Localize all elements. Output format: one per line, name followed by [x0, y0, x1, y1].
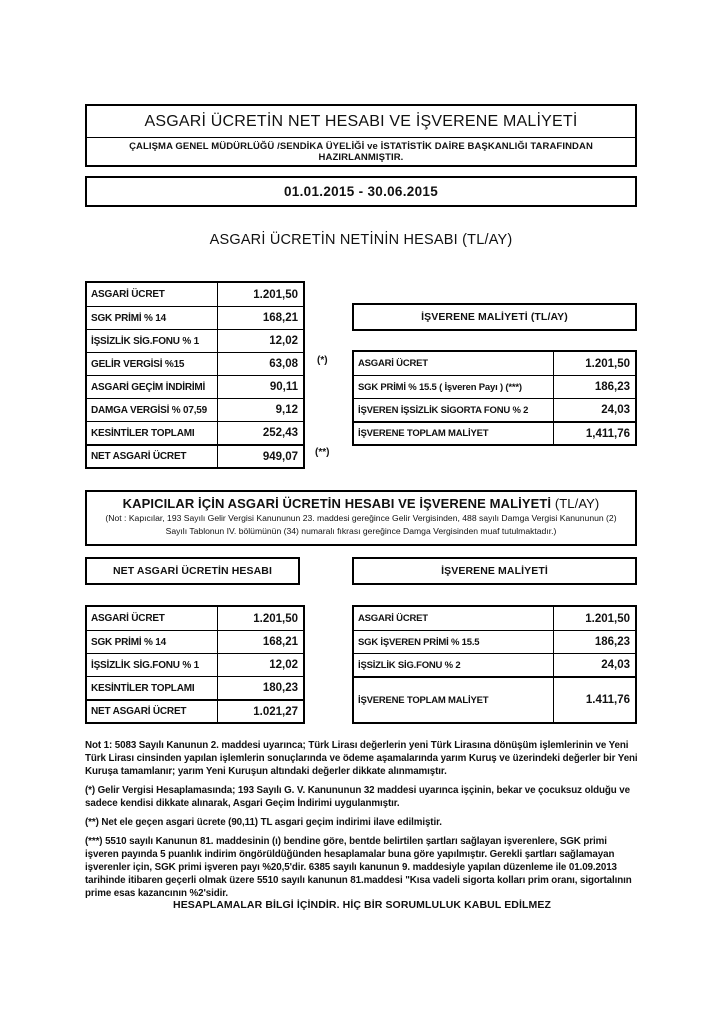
footnote: Not 1: 5083 Sayılı Kanunun 2. maddesi uyarınca; Türk Lirası değerlerin yeni Türk Lirasına dönüşüm işlemlerinin ve Yeni Türk Lirası cinsinden yapılan işlemlerin sonuçlarında ve ödeme aşamalarında yarım Kuruş ve üzerindeki değerler bir Yeni Kuruşa tamamlanır; yarım Yeni Kuruşun altındaki değerler dikkate alınmamıştır. [85, 740, 638, 777]
row-value: 186,23 [594, 636, 630, 648]
row-value: 949,07 [262, 450, 298, 463]
row-label: SGK İŞVEREN PRİMİ % 15.5 [354, 631, 554, 653]
row-label: İŞVERENE TOPLAM MALİYET [354, 423, 554, 444]
kapicilar-note-line2: Sayılı Tablonun IV. bölümünün (34) numaralı fıkrası gereğince Damga Vergisinden muaf tutulmaktadır.) [165, 526, 557, 536]
footnote: (**) Net ele geçen asgari ücrete (90,11) TL asgari geçim indirimi ilave edilmiştir. [85, 817, 442, 828]
period-box: 01.01.2015 - 30.06.2015 [85, 176, 637, 207]
row-label: ASGARİ ÜCRET [354, 352, 554, 375]
table-row [87, 352, 303, 375]
footnote: (***) 5510 sayılı Kanunun 81. maddesinin (ı) bendine göre, bentde belirtilen şartları sağlayan işverenlere, SGK primi işveren payında 5 puanlık indirim öngörüldüğünden hesaplamalar buna göre yapılmıştır. Gerekli şartları sağlamayan işverenler için, SGK primi işveren payı %20,5'dir. 6385 sayılı kanunun 9. maddesiyle yapılan düzenleme ile 01.09.2013 tarihinde itibaren geçerli olmak üzere 5510 sayılı kanunun 81.maddesi "Kısa vadeli sigorta kolları prim oranı, sigortalının prime esas kazancının %2'sidir. [85, 836, 632, 899]
row-value: 63,08 [269, 358, 298, 370]
table-row [87, 699, 303, 722]
table-row [354, 375, 635, 398]
row-label: İŞVERENE TOPLAM MALİYET [354, 678, 554, 722]
net-wage-marker: (**) [315, 447, 330, 458]
row-value: 252,43 [262, 427, 298, 439]
row-label: DAMGA VERGİSİ % 07,59 [87, 399, 218, 421]
row-value: 1.201,50 [585, 357, 630, 370]
table-row [354, 352, 635, 375]
footnote: (*) Gelir Vergisi Hesaplamasında; 193 Sayılı G. V. Kanununun 32 maddesi uyarınca işçinin, bekar ve çocuksuz olduğu ve sadece kendisi dikkate alınarak, Asgari Geçim İndirimi uygulanmıştır. [85, 785, 630, 809]
table-row [87, 306, 303, 329]
row-label: ASGARİ ÜCRET [87, 607, 218, 630]
table-row [87, 283, 303, 306]
table-row [354, 630, 635, 653]
row-label: KESİNTİLER TOPLAMI [87, 677, 218, 699]
row-value: 12,02 [269, 659, 298, 671]
row-label: İŞSİZLİK SİG.FONU % 2 [354, 654, 554, 676]
row-value: 1,411,76 [585, 427, 630, 440]
table-row [87, 630, 303, 653]
employer-cost-header: İŞVERENE MALİYETİ (TL/AY) [352, 303, 637, 331]
row-value: 186,23 [594, 381, 630, 393]
row-value: 24,03 [601, 659, 630, 671]
employer-cost-table [352, 350, 637, 446]
row-label: SGK PRİMİ % 14 [87, 307, 218, 329]
net-wage-table [85, 281, 305, 469]
document-subtitle: ÇALIŞMA GENEL MÜDÜRLÜĞÜ /SENDİKA ÜYELİĞİ ve İSTATİSTİK DAİRE BAŞKANLIĞI TARAFINDAN HAZIRLANMIŞTIR. [129, 140, 593, 163]
row-label: SGK PRİMİ % 15.5 ( İşveren Payı ) (***) [354, 376, 554, 398]
row-value: 1.201,50 [253, 612, 298, 625]
table-row [87, 607, 303, 630]
row-value: 168,21 [262, 636, 298, 648]
table-row [354, 653, 635, 676]
table-row [87, 653, 303, 676]
income-tax-marker: (*) [317, 355, 328, 366]
row-label: İŞVEREN İŞSİZLİK SİGORTA FONU % 2 [354, 399, 554, 421]
row-value: 9,12 [275, 404, 298, 416]
disclaimer: HESAPLAMALAR BİLGİ İÇİNDİR. HİÇ BİR SORUMLULUK KABUL EDİLMEZ [173, 899, 551, 911]
kapicilar-note-line1: (Not : Kapıcılar, 193 Sayılı Gelir Vergisi Kanununun 23. maddesi gereğince Gelir Vergisinden, 488 sayılı Damga Vergisi Kanununun (2) [105, 513, 617, 523]
row-value: 168,21 [262, 312, 298, 324]
table-row [87, 329, 303, 352]
row-label: NET ASGARİ ÜCRET [87, 701, 218, 722]
table-row [87, 676, 303, 699]
row-label: KESİNTİLER TOPLAMI [87, 422, 218, 444]
table-row [87, 421, 303, 444]
table-row [87, 444, 303, 467]
table-row [87, 375, 303, 398]
document-title: ASGARİ ÜCRETİN NET HESABI VE İŞVERENE MALİYETİ [87, 106, 635, 138]
table-row [354, 607, 635, 630]
kapicilar-title: KAPICILAR İÇİN ASGARİ ÜCRETİN HESABI VE İŞVERENE MALİYETİ (TL/AY) [122, 496, 600, 511]
row-label: GELİR VERGİSİ %15 [87, 353, 218, 375]
kapicilar-title-suffix: (TL/AY) [551, 496, 600, 511]
kapicilar-net-table [85, 605, 305, 724]
kapicilar-net-header: NET ASGARİ ÜCRETİN HESABI [85, 557, 300, 585]
table-row [87, 398, 303, 421]
row-value: 24,03 [601, 404, 630, 416]
row-value: 180,23 [262, 682, 298, 694]
row-value: 12,02 [269, 335, 298, 347]
row-value: 90,11 [269, 381, 298, 393]
kapicilar-employer-table [352, 605, 637, 724]
row-label: ASGARİ GEÇİM İNDİRİMİ [87, 376, 218, 398]
row-label: ASGARİ ÜCRET [354, 607, 554, 630]
row-label: NET ASGARİ ÜCRET [87, 446, 218, 467]
row-label: ASGARİ ÜCRET [87, 283, 218, 306]
table-row [354, 421, 635, 444]
header-box [85, 104, 637, 167]
row-label: İŞSİZLİK SİG.FONU % 1 [87, 330, 218, 352]
table-row [354, 398, 635, 421]
footnotes [85, 739, 640, 906]
kapicilar-section-box [85, 490, 637, 546]
row-value: 1.201,50 [585, 612, 630, 625]
kapicilar-employer-header: İŞVERENE MALİYETİ [352, 557, 637, 585]
section1-title: ASGARİ ÜCRETİN NETİNİN HESABI (TL/AY) [209, 232, 513, 248]
table-row [354, 676, 635, 722]
row-label: SGK PRİMİ % 14 [87, 631, 218, 653]
row-label: İŞSİZLİK SİG.FONU % 1 [87, 654, 218, 676]
row-value: 1.201,50 [253, 288, 298, 301]
row-value: 1.411,76 [585, 694, 630, 706]
row-value: 1.021,27 [253, 705, 298, 718]
